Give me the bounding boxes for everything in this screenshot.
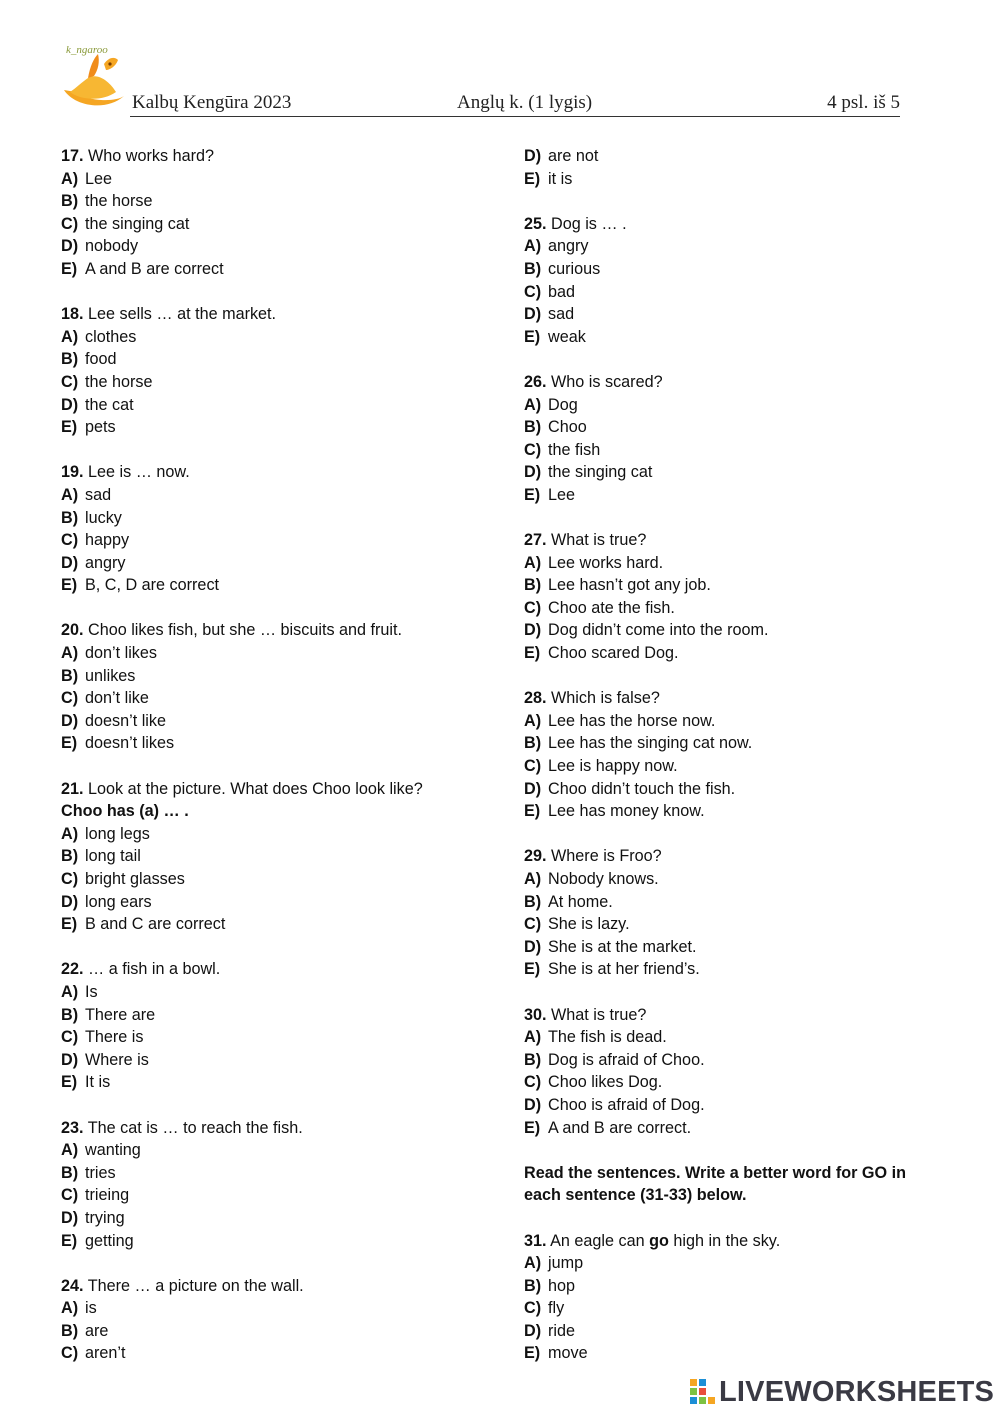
option-letter: C) <box>61 214 79 233</box>
answer-option[interactable] <box>524 913 964 936</box>
question-text <box>524 529 964 552</box>
option-letter: C) <box>524 598 542 617</box>
option-text: Dog didn’t come into the room. <box>548 621 769 640</box>
answer-option[interactable] <box>524 1094 964 1117</box>
option-letter: E) <box>61 259 78 278</box>
option-letter: E) <box>61 1073 78 1092</box>
option-text: doesn’t like <box>85 711 166 730</box>
answer-option[interactable] <box>61 394 501 417</box>
option-letter: D) <box>524 1095 542 1114</box>
option-letter: D) <box>61 711 79 730</box>
option-letter: D) <box>524 305 542 324</box>
option-text: She is at the market. <box>548 937 697 956</box>
answer-option[interactable] <box>61 1230 501 1253</box>
answer-option[interactable] <box>61 1026 501 1049</box>
answer-option[interactable] <box>524 800 964 823</box>
answer-option[interactable] <box>524 1275 964 1298</box>
answer-option[interactable] <box>61 687 501 710</box>
answer-option[interactable] <box>61 1320 501 1343</box>
option-text: wanting <box>85 1141 141 1160</box>
logo-wordmark: k_ngaroo <box>66 44 108 56</box>
option-text: long ears <box>85 892 152 911</box>
answer-option[interactable] <box>524 597 964 620</box>
option-text: Choo likes Dog. <box>548 1073 663 1092</box>
option-text: Dog <box>548 395 578 414</box>
option-letter: C) <box>524 915 542 934</box>
answer-option[interactable]: E) it is <box>524 169 573 188</box>
option-letter: A) <box>61 485 79 504</box>
option-letter: A) <box>61 327 79 346</box>
answer-option[interactable] <box>61 1071 501 1094</box>
option-letter: D) <box>61 1050 79 1069</box>
question-number: 22. <box>61 960 84 979</box>
option-letter: E) <box>524 1344 541 1363</box>
option-text: A and B are correct. <box>548 1118 692 1137</box>
answer-option[interactable] <box>524 258 964 281</box>
option-letter: A) <box>524 711 542 730</box>
option-letter: C) <box>524 1299 542 1318</box>
answer-option[interactable] <box>524 281 964 304</box>
option-text: tries <box>85 1163 116 1182</box>
option-text: clothes <box>85 327 137 346</box>
question-number: 21. <box>61 779 84 798</box>
option-letter: D) <box>524 779 542 798</box>
question-text <box>61 461 501 484</box>
option-text: Choo is afraid of Dog. <box>548 1095 705 1114</box>
question-number: 19. <box>61 463 84 482</box>
answer-option[interactable] <box>61 1297 501 1320</box>
answer-option[interactable] <box>61 326 501 349</box>
answer-option[interactable] <box>61 1162 501 1185</box>
question-26 <box>524 371 964 507</box>
option-text: weak <box>548 327 586 346</box>
question-text: 31. An eagle can go high in the sky. <box>524 1231 781 1250</box>
answer-option[interactable] <box>61 484 501 507</box>
option-letter: D) <box>524 937 542 956</box>
option-letter: E) <box>524 327 541 346</box>
option-letter: B) <box>524 734 542 753</box>
question-text <box>61 145 501 168</box>
option-letter: B) <box>524 418 542 437</box>
option-letter: C) <box>524 757 542 776</box>
option-text: It is <box>85 1073 111 1092</box>
option-letter: C) <box>61 372 79 391</box>
option-letter: C) <box>61 1028 79 1047</box>
option-letter: E) <box>524 960 541 979</box>
question-21 <box>61 778 501 936</box>
option-letter: E) <box>524 802 541 821</box>
answer-option[interactable] <box>524 778 964 801</box>
option-letter: C) <box>61 1186 79 1205</box>
question-text <box>61 1117 501 1140</box>
answer-option[interactable] <box>61 868 501 891</box>
question-18 <box>61 303 501 439</box>
question-31 <box>524 1230 964 1366</box>
option-letter: D) <box>61 237 79 256</box>
option-text: Lee hasn’t got any job. <box>548 576 711 595</box>
question-prompt: Where is Froo? <box>546 847 662 866</box>
liveworksheets-icon <box>690 1379 716 1405</box>
option-text: pets <box>85 418 116 437</box>
option-letter: B) <box>61 847 79 866</box>
option-letter: A) <box>524 1254 542 1273</box>
option-text: the fish <box>548 440 601 459</box>
question-text <box>61 619 501 642</box>
option-text: happy <box>85 531 130 550</box>
option-letter: E) <box>61 418 78 437</box>
answer-option[interactable] <box>524 574 964 597</box>
option-text: angry <box>548 237 589 256</box>
option-text: Lee <box>548 485 576 504</box>
answer-option[interactable] <box>524 484 964 507</box>
answer-option[interactable] <box>61 574 501 597</box>
answer-option[interactable] <box>524 868 964 891</box>
question-text <box>61 778 501 801</box>
option-text: Choo <box>548 418 587 437</box>
answer-option[interactable] <box>524 235 964 258</box>
answer-option[interactable] <box>524 461 964 484</box>
option-text: don’t likes <box>85 644 157 663</box>
answer-option[interactable] <box>61 823 501 846</box>
answer-option[interactable] <box>61 348 501 371</box>
option-text: are <box>85 1321 109 1340</box>
option-text: long tail <box>85 847 141 866</box>
option-letter: B) <box>524 1050 542 1069</box>
question-prompt: The cat is … to reach the fish. <box>83 1118 303 1137</box>
option-letter: B) <box>61 1321 79 1340</box>
question-20 <box>61 619 501 755</box>
answer-option[interactable] <box>61 168 501 191</box>
right-questions <box>524 213 964 1139</box>
option-letter: B) <box>61 350 79 369</box>
option-letter: A) <box>61 644 79 663</box>
question-number: 26. <box>524 372 547 391</box>
answer-option[interactable] <box>61 891 501 914</box>
question-number: 28. <box>524 689 547 708</box>
option-letter: A) <box>524 237 542 256</box>
option-text: the horse <box>85 192 153 211</box>
question-number: 25. <box>524 214 547 233</box>
question-number: 18. <box>61 305 84 324</box>
answer-option[interactable] <box>524 1026 964 1049</box>
option-text: At home. <box>548 892 613 911</box>
question-25 <box>524 213 964 349</box>
question-number: 30. <box>524 1005 547 1024</box>
answer-option[interactable] <box>524 1252 964 1275</box>
instruction-text: Read the sentences. Write a better word for GO in each sentence (31-33) below. <box>524 1163 906 1205</box>
answer-options <box>524 1252 964 1365</box>
option-text: unlikes <box>85 666 136 685</box>
question-prompt: Lee is … now. <box>83 463 190 482</box>
option-text: There is <box>85 1028 144 1047</box>
question-29 <box>524 845 964 981</box>
answer-option[interactable] <box>61 371 501 394</box>
option-letter: E) <box>61 915 78 934</box>
question-19 <box>61 461 501 597</box>
option-letter: C) <box>61 689 79 708</box>
option-text: ride <box>548 1321 575 1340</box>
question-text <box>524 371 964 394</box>
question-subprompt: Choo has (a) … . <box>61 802 189 821</box>
answer-option[interactable] <box>61 1139 501 1162</box>
option-text: There are <box>85 1005 156 1024</box>
option-text: hop <box>548 1276 576 1295</box>
option-letter: B) <box>61 508 79 527</box>
left-column <box>61 145 501 1365</box>
answer-option[interactable] <box>61 552 501 575</box>
option-letter: D) <box>524 463 542 482</box>
option-text: Lee <box>85 169 113 188</box>
answer-option[interactable] <box>524 1071 964 1094</box>
option-text: the cat <box>85 395 134 414</box>
option-text: trieing <box>85 1186 130 1205</box>
question-number: 24. <box>61 1276 84 1295</box>
option-text: B and C are correct <box>85 915 226 934</box>
question-number: 27. <box>524 531 547 550</box>
option-letter: B) <box>524 576 542 595</box>
question-text <box>61 1275 501 1298</box>
option-letter: C) <box>524 440 542 459</box>
option-letter: D) <box>61 395 79 414</box>
answer-option[interactable] <box>61 529 501 552</box>
option-letter: B) <box>61 1163 79 1182</box>
option-text: Lee has the singing cat now. <box>548 734 753 753</box>
option-letter: A) <box>61 824 79 843</box>
option-text: long legs <box>85 824 150 843</box>
question-text <box>524 687 964 710</box>
question-prompt: There … a picture on the wall. <box>83 1276 304 1295</box>
answer-option[interactable] <box>61 710 501 733</box>
answer-option[interactable] <box>61 913 501 936</box>
answer-option[interactable] <box>524 394 964 417</box>
option-text: Lee works hard. <box>548 553 664 572</box>
header-line <box>130 92 900 117</box>
answer-option[interactable] <box>61 190 501 213</box>
option-text: Choo scared Dog. <box>548 644 679 663</box>
option-text: nobody <box>85 237 139 256</box>
liveworksheets-brand: LIVEWORKSHEETS <box>719 1375 995 1408</box>
header-page-number: 4 psl. iš 5 <box>827 92 900 113</box>
answer-option[interactable] <box>524 710 964 733</box>
answer-option[interactable] <box>524 642 964 665</box>
question-24-continuation <box>524 145 964 190</box>
answer-option[interactable] <box>61 213 501 236</box>
option-text: the horse <box>85 372 153 391</box>
question-text <box>524 845 964 868</box>
option-letter: A) <box>524 395 542 414</box>
option-letter: A) <box>61 169 79 188</box>
option-letter: E) <box>61 1231 78 1250</box>
answer-option[interactable] <box>61 507 501 530</box>
answer-option[interactable] <box>524 958 964 981</box>
question-17 <box>61 145 501 281</box>
question-text <box>524 1004 964 1027</box>
option-text: doesn’t likes <box>85 734 175 753</box>
option-letter: B) <box>61 192 79 211</box>
answer-option[interactable] <box>524 936 964 959</box>
option-text: trying <box>85 1208 125 1227</box>
option-text: She is lazy. <box>548 915 630 934</box>
option-text: sad <box>85 485 112 504</box>
option-text: bright glasses <box>85 870 185 888</box>
answer-option[interactable] <box>61 981 501 1004</box>
question-prompt: Dog is … . <box>546 214 627 233</box>
option-letter: C) <box>524 282 542 301</box>
option-text: move <box>548 1344 588 1363</box>
answer-option[interactable] <box>524 303 964 326</box>
question-number: 20. <box>61 621 84 640</box>
answer-option[interactable] <box>61 1049 501 1072</box>
option-text: getting <box>85 1231 134 1250</box>
answer-option[interactable] <box>61 416 501 439</box>
question-text <box>524 213 964 236</box>
option-text: is <box>85 1299 97 1318</box>
question-text <box>61 958 501 981</box>
question-prompt: Choo likes fish, but she … biscuits and fruit. <box>83 621 403 640</box>
question-number: 17. <box>61 147 84 165</box>
option-letter: D) <box>61 892 79 911</box>
option-text: angry <box>85 553 126 572</box>
question-23 <box>61 1117 501 1253</box>
answer-option[interactable] <box>61 642 501 665</box>
answer-option[interactable] <box>524 755 964 778</box>
question-prompt: Who works hard? <box>83 147 214 165</box>
option-text: jump <box>548 1254 584 1273</box>
option-text: sad <box>548 305 575 324</box>
option-letter: D) <box>61 1208 79 1227</box>
option-text: fly <box>548 1299 565 1318</box>
question-30 <box>524 1004 964 1140</box>
option-letter: B) <box>524 259 542 278</box>
answer-option[interactable] <box>524 416 964 439</box>
option-text: lucky <box>85 508 122 527</box>
question-27 <box>524 529 964 665</box>
answer-option[interactable] <box>524 552 964 575</box>
option-letter: C) <box>61 870 79 888</box>
option-letter: B) <box>524 892 542 911</box>
option-text: bad <box>548 282 576 301</box>
option-text: food <box>85 350 117 369</box>
option-letter: B) <box>61 1005 79 1024</box>
option-letter: E) <box>524 1118 541 1137</box>
option-text: B, C, D are correct <box>85 576 220 595</box>
question-22 <box>61 958 501 1094</box>
question-prompt: Which is false? <box>546 689 660 708</box>
right-column <box>524 145 964 1388</box>
option-text: Lee has money know. <box>548 802 705 821</box>
option-text: A and B are correct <box>85 259 224 278</box>
option-letter: D) <box>61 553 79 572</box>
option-letter: A) <box>61 982 79 1001</box>
option-letter: C) <box>61 1344 79 1363</box>
question-prompt: Who is scared? <box>546 372 663 391</box>
option-text: She is at her friend’s. <box>548 960 700 979</box>
answer-option[interactable] <box>61 258 501 281</box>
option-letter: C) <box>524 1073 542 1092</box>
answer-option[interactable] <box>61 1207 501 1230</box>
answer-option[interactable] <box>524 1320 964 1343</box>
question-prompt: … a fish in a bowl. <box>83 960 221 979</box>
question-text <box>61 303 501 326</box>
answer-option[interactable] <box>61 845 501 868</box>
option-letter: D) <box>524 621 542 640</box>
header-subject: Anglų k. (1 lygis) <box>457 92 593 113</box>
answer-option[interactable] <box>61 1342 501 1365</box>
option-letter: E) <box>61 734 78 753</box>
option-text: Choo ate the fish. <box>548 598 675 617</box>
answer-option[interactable] <box>524 439 964 462</box>
option-letter: B) <box>61 666 79 685</box>
option-letter: E) <box>524 644 541 663</box>
answer-option[interactable] <box>61 235 501 258</box>
question-prompt: What is true? <box>546 531 647 550</box>
answer-option[interactable] <box>524 1342 964 1365</box>
question-number: 23. <box>61 1118 84 1137</box>
option-text: aren’t <box>85 1344 126 1363</box>
answer-option[interactable] <box>524 732 964 755</box>
answer-option[interactable] <box>524 326 964 349</box>
option-text: Lee is happy now. <box>548 757 678 776</box>
option-text: Where is <box>85 1050 149 1069</box>
question-prompt: Lee sells … at the market. <box>83 305 277 324</box>
option-text: the singing cat <box>548 463 653 482</box>
header-contest: Kalbų Kengūra 2023 <box>132 92 292 113</box>
answer-option[interactable] <box>61 1184 501 1207</box>
option-text: Dog is afraid of Choo. <box>548 1050 705 1069</box>
answer-option[interactable]: D) are not <box>524 147 599 165</box>
answer-option[interactable] <box>61 732 501 755</box>
option-text: the singing cat <box>85 214 190 233</box>
answer-option[interactable] <box>61 1004 501 1027</box>
page-header <box>0 0 1000 130</box>
option-text: Nobody knows. <box>548 870 659 888</box>
answer-option[interactable] <box>524 891 964 914</box>
question-24 <box>61 1275 501 1365</box>
option-letter: B) <box>524 1276 542 1295</box>
option-text: Is <box>85 982 98 1001</box>
option-letter: A) <box>524 870 542 888</box>
answer-option[interactable] <box>524 1049 964 1072</box>
answer-option[interactable] <box>524 1117 964 1140</box>
option-letter: A) <box>524 553 542 572</box>
question-number: 29. <box>524 847 547 866</box>
option-text: The fish is dead. <box>548 1028 667 1047</box>
option-letter: A) <box>61 1141 79 1160</box>
option-text: curious <box>548 259 601 278</box>
option-letter: E) <box>524 485 541 504</box>
option-letter: A) <box>61 1299 79 1318</box>
option-letter: C) <box>61 531 79 550</box>
option-letter: A) <box>524 1028 542 1047</box>
liveworksheets-logo <box>690 1375 994 1409</box>
question-prompt: What is true? <box>546 1005 647 1024</box>
option-letter: E) <box>61 576 78 595</box>
option-text: Choo didn’t touch the fish. <box>548 779 736 798</box>
option-letter: D) <box>524 1321 542 1340</box>
question-28 <box>524 687 964 823</box>
answer-option[interactable] <box>524 1297 964 1320</box>
question-prompt: Look at the picture. What does Choo look like? <box>83 779 423 798</box>
option-text: Lee has the horse now. <box>548 711 716 730</box>
answer-option[interactable] <box>61 665 501 688</box>
option-text: don’t like <box>85 689 149 708</box>
answer-option[interactable] <box>524 619 964 642</box>
